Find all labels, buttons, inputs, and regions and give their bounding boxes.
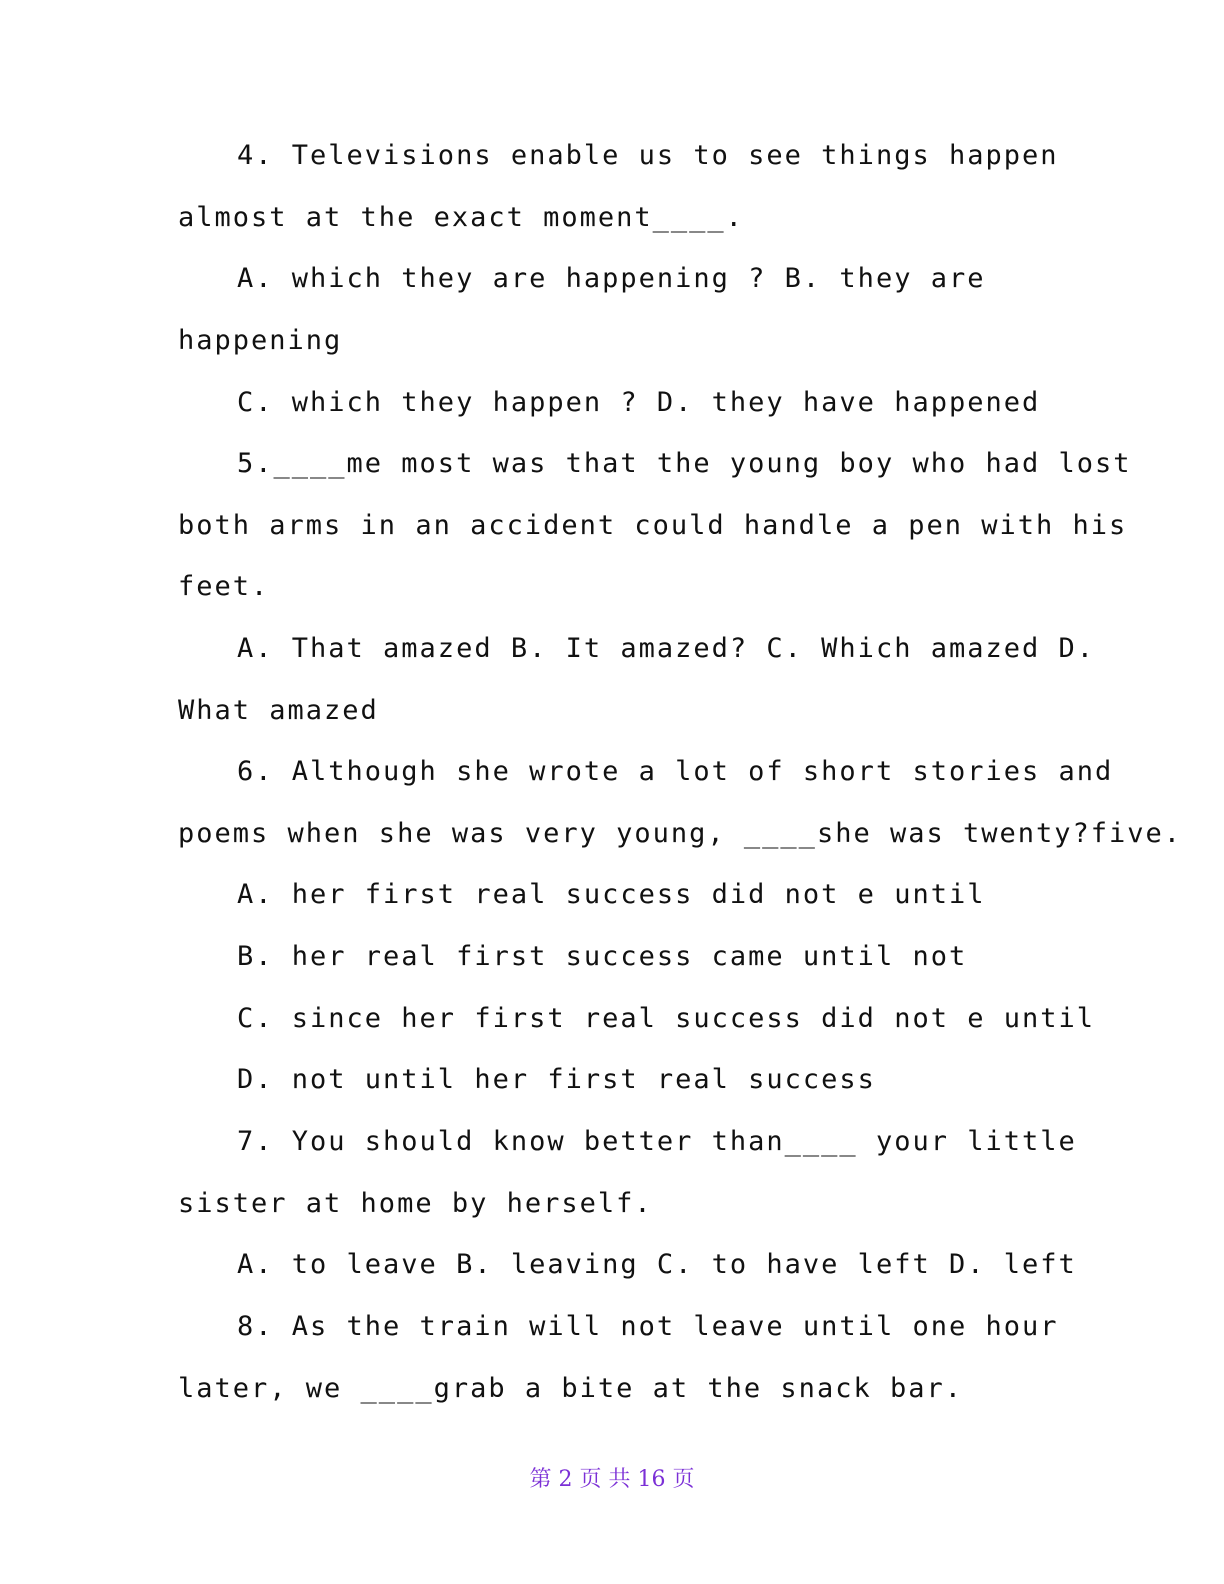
page-number-footer: 第 2 页 共 16 页 <box>529 1467 695 1492</box>
question-6-stem-line-2: poems when she was very young, ____she was twenty?five. <box>178 818 1183 849</box>
question-6-option-d: D. not until her first real success <box>237 1064 876 1095</box>
question-8-stem-line-2: later, we ____grab a bite at the snack bar. <box>178 1373 963 1404</box>
question-4-stem-line-1: 4. Televisions enable us to see things happen <box>237 140 1059 171</box>
question-6-option-b: B. her real first success came until not <box>237 941 968 972</box>
question-4-options-line-1: A. which they are happening ? B. they are <box>237 263 986 294</box>
question-7-stem-line-2: sister at home by herself. <box>178 1188 653 1219</box>
question-4-stem-line-2: almost at the exact moment____. <box>178 202 744 233</box>
question-5-stem-line-3: feet. <box>178 571 270 602</box>
question-5-stem-line-2: both arms in an accident could handle a pen with his <box>178 510 1128 541</box>
question-7-stem-line-1: 7. You should know better than____ your little <box>237 1126 1077 1157</box>
question-7-options: A. to leave B. leaving C. to have left D. left <box>237 1249 1077 1280</box>
question-4-options-line-3: C. which they happen ? D. they have happened <box>237 387 1041 418</box>
question-8-stem-line-1: 8. As the train will not leave until one hour <box>237 1311 1059 1342</box>
question-6-option-a: A. her first real success did not e until <box>237 879 986 910</box>
question-6-stem-line-1: 6. Although she wrote a lot of short stories and <box>237 756 1114 787</box>
question-5-stem-line-1: 5.____me most was that the young boy who had lost <box>237 448 1132 479</box>
question-4-options-line-2: happening <box>178 325 343 356</box>
question-5-options-line-1: A. That amazed B. It amazed? C. Which amazed D. <box>237 633 1096 664</box>
question-6-option-c: C. since her first real success did not e until <box>237 1003 1096 1034</box>
question-5-options-line-2: What amazed <box>178 695 379 726</box>
